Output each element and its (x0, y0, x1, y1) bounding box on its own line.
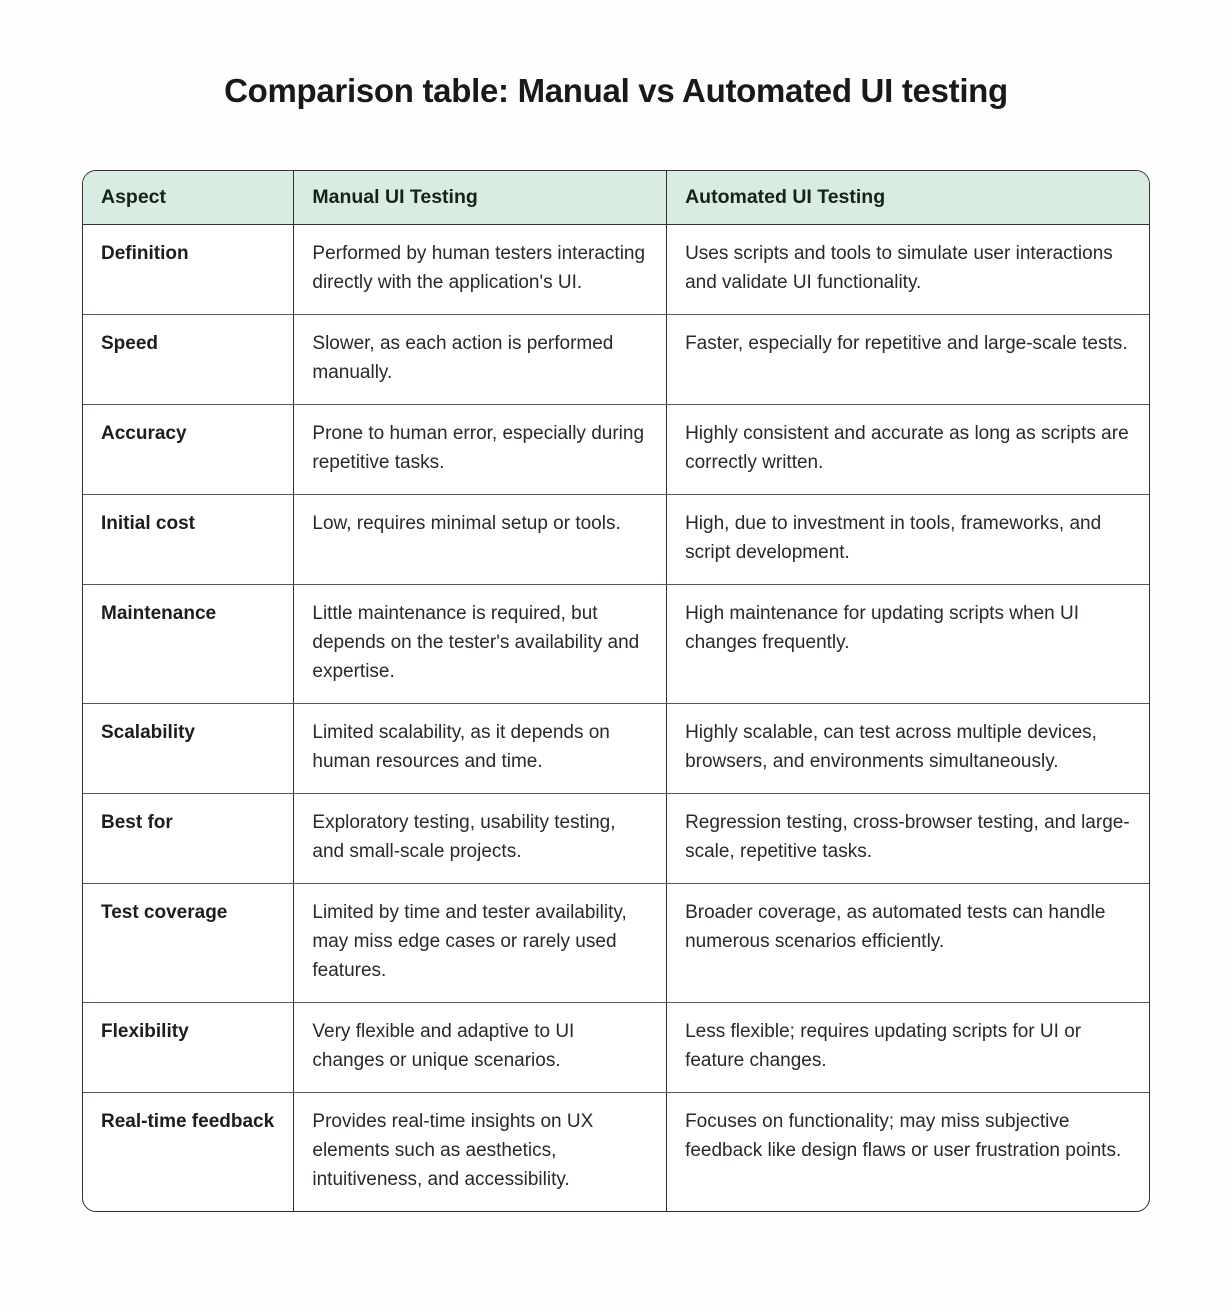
cell-automated: Faster, especially for repetitive and large-scale tests. (666, 315, 1149, 405)
cell-automated: Uses scripts and tools to simulate user interactions and validate UI functionality. (666, 225, 1149, 315)
comparison-table-container (82, 170, 1150, 1212)
table-row (83, 495, 1149, 585)
column-header-aspect: Aspect (83, 171, 293, 225)
table-row (83, 225, 1149, 315)
column-header-manual: Manual UI Testing (293, 171, 666, 225)
cell-aspect: Definition (83, 225, 293, 315)
cell-aspect: Flexibility (83, 1003, 293, 1093)
cell-aspect: Speed (83, 315, 293, 405)
cell-manual: Low, requires minimal setup or tools. (293, 495, 666, 585)
table-row (83, 1003, 1149, 1093)
cell-manual: Exploratory testing, usability testing, and small-scale projects. (293, 794, 666, 884)
cell-aspect: Maintenance (83, 585, 293, 704)
cell-manual: Limited scalability, as it depends on human resources and time. (293, 704, 666, 794)
cell-automated: Regression testing, cross-browser testing, and large-scale, repetitive tasks. (666, 794, 1149, 884)
table-row (83, 405, 1149, 495)
cell-automated: High maintenance for updating scripts when UI changes frequently. (666, 585, 1149, 704)
cell-automated: Less flexible; requires updating scripts for UI or feature changes. (666, 1003, 1149, 1093)
cell-aspect: Accuracy (83, 405, 293, 495)
table-row (83, 704, 1149, 794)
cell-manual: Prone to human error, especially during repetitive tasks. (293, 405, 666, 495)
comparison-table (83, 171, 1149, 1211)
table-row (83, 794, 1149, 884)
cell-aspect: Test coverage (83, 884, 293, 1003)
table-row (83, 315, 1149, 405)
table-row (83, 1093, 1149, 1211)
cell-manual: Provides real-time insights on UX elements such as aesthetics, intuitiveness, and accessibility. (293, 1093, 666, 1211)
cell-manual: Very flexible and adaptive to UI changes or unique scenarios. (293, 1003, 666, 1093)
cell-manual: Limited by time and tester availability, may miss edge cases or rarely used features. (293, 884, 666, 1003)
cell-automated: Highly consistent and accurate as long as scripts are correctly written. (666, 405, 1149, 495)
cell-automated: Focuses on functionality; may miss subjective feedback like design flaws or user frustration points. (666, 1093, 1149, 1211)
table-row (83, 585, 1149, 704)
cell-automated: Broader coverage, as automated tests can handle numerous scenarios efficiently. (666, 884, 1149, 1003)
cell-aspect: Best for (83, 794, 293, 884)
cell-manual: Slower, as each action is performed manually. (293, 315, 666, 405)
page-title: Comparison table: Manual vs Automated UI testing (224, 72, 1008, 109)
cell-automated: High, due to investment in tools, frameworks, and script development. (666, 495, 1149, 585)
cell-automated: Highly scalable, can test across multiple devices, browsers, and environments simultaneously. (666, 704, 1149, 794)
column-header-automated: Automated UI Testing (666, 171, 1149, 225)
cell-manual: Performed by human testers interacting directly with the application's UI. (293, 225, 666, 315)
cell-aspect: Initial cost (83, 495, 293, 585)
cell-aspect: Scalability (83, 704, 293, 794)
table-header-row (83, 171, 1149, 225)
cell-manual: Little maintenance is required, but depends on the tester's availability and expertise. (293, 585, 666, 704)
cell-aspect: Real-time feedback (101, 1111, 275, 1132)
table-row (83, 884, 1149, 1003)
